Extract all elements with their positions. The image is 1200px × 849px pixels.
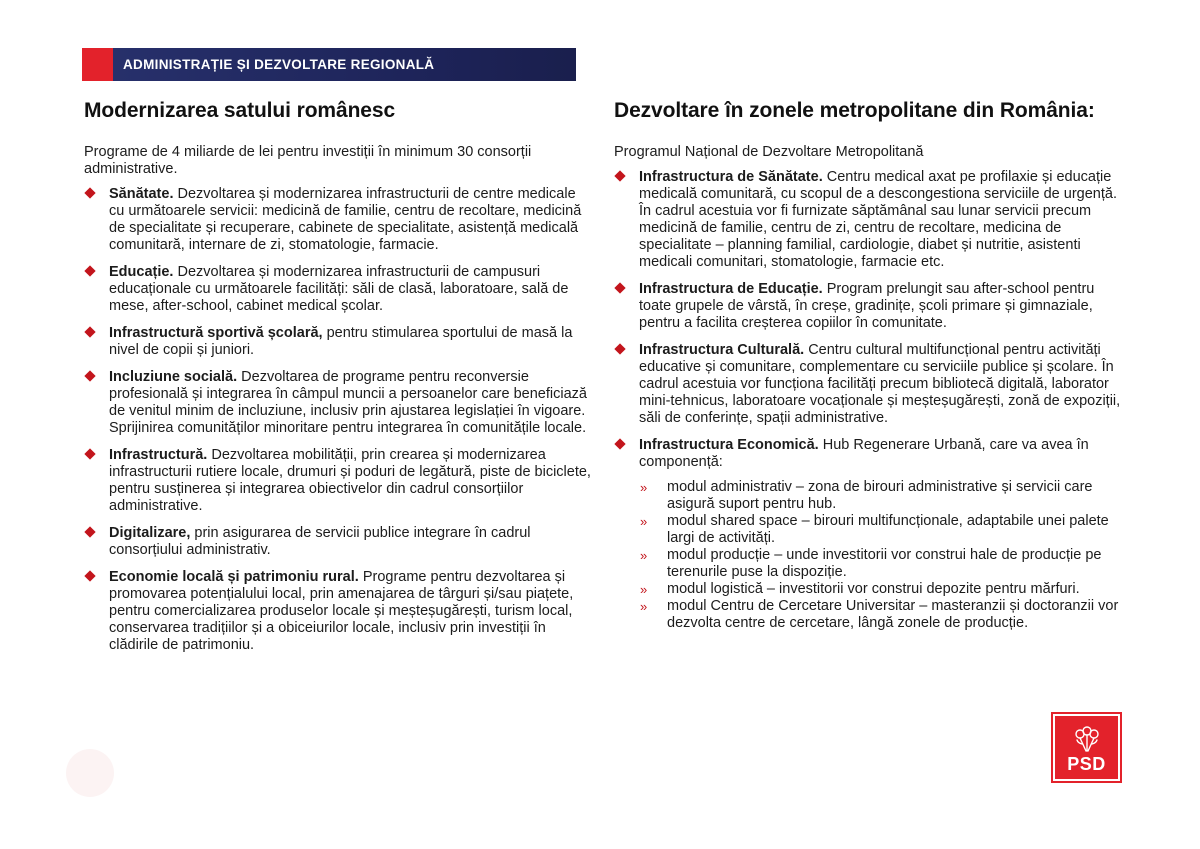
list-item xyxy=(84,369,592,437)
diamond-icon xyxy=(614,344,625,355)
item-text: Dezvoltarea de programe pentru reconversie profesională și integrarea în câmpul muncii a persoanelor care beneficiază de venitul minim de incluziune, inclusiv prin ajustarea legislației în vigoare. Sprijinirea comunităților minoritare pentru integrarea în comunitățile locale. xyxy=(109,369,587,437)
item-title: Digitalizare, xyxy=(109,525,191,542)
item-text: Dezvoltarea și modernizarea infrastructurii de campusuri educaționale cu următoarele facilități: săli de clasă, laboratoare, sală de mese, after-school, cabinet medical școlar. xyxy=(109,264,569,315)
banner-title: ADMINISTRAȚIE ȘI DEZVOLTARE REGIONALĂ xyxy=(113,48,576,81)
diamond-icon xyxy=(84,449,95,460)
item-text: Programe pentru dezvoltarea și promovarea potențialului local, prin amenajarea de târguri și/sau piațete, pentru comercializarea produselor locale și meșteșugărești, turism local, conservarea tradițiilor și a obiceiurilor locale, inclusiv prin investiții în clădirile de patrimoniu. xyxy=(109,569,574,654)
list-item xyxy=(614,169,1122,271)
diamond-icon xyxy=(614,283,625,294)
right-heading: Dezvoltare în zonele metropolitane din România: xyxy=(614,99,1095,122)
item-text: Centru cultural multifuncțional pentru activități educative și comunitare, complementare cu serviciile publice și școlare. În cadrul acestuia vor funcționa facilități precum bibliotecă digitală, laborator mini-tehnicus, laboratoare vocaționale și meșteșugărești, zonă de expoziții, săli de conferințe, spații administrative. xyxy=(639,342,1121,427)
left-intro: Programe de 4 miliarde de lei pentru investiții în minimum 30 consorții administrative. xyxy=(84,144,532,178)
right-column xyxy=(614,97,1122,642)
left-column xyxy=(84,97,592,664)
chevron-right-icon: » xyxy=(640,548,648,564)
sub-item-text: modul producție – unde investitorii vor construi hale de producție pe terenurile puse la dispoziție. xyxy=(667,547,1102,581)
list-item xyxy=(84,186,592,254)
diamond-icon xyxy=(84,327,95,338)
diamond-icon xyxy=(84,188,95,199)
item-text: prin asigurarea de servicii publice integrare în cadrul consorțiului administrativ. xyxy=(109,525,531,559)
item-title: Incluziune socială. xyxy=(109,369,238,386)
sub-list-item xyxy=(639,479,1122,513)
chevron-right-icon: » xyxy=(640,599,648,615)
psd-logo xyxy=(1053,714,1120,781)
diamond-icon xyxy=(84,571,95,582)
list-item xyxy=(614,437,1122,632)
chevron-right-icon: » xyxy=(640,582,648,598)
sub-item-text: modul Centru de Cercetare Universitar – masteranzii și doctoranzii vor dezvolta centre de cercetare, lângă zonele de producție. xyxy=(667,598,1119,632)
item-text: Dezvoltarea și modernizarea infrastructurii de centre medicale cu următoarele servicii: medicină de familie, centru de recoltare, medicină de specialitate și recuperare, cabinete de specialitate, asistență medicală comunitară, internare de zi, stomatologie, farmacie. xyxy=(109,186,582,254)
diamond-icon xyxy=(84,266,95,277)
decorative-circle xyxy=(66,749,114,797)
right-list xyxy=(614,169,1122,632)
item-title: Infrastructură. xyxy=(109,447,208,464)
item-title: Infrastructura Economică. xyxy=(639,437,819,454)
item-text: Hub Regenerare Urbană, care va avea în componență: xyxy=(639,437,1089,471)
list-item xyxy=(84,447,592,515)
logo-text: PSD xyxy=(1067,754,1106,774)
item-title: Economie locală și patrimoniu rural. xyxy=(109,569,359,586)
section-banner xyxy=(82,48,576,81)
sub-list-item xyxy=(639,513,1122,547)
list-item xyxy=(84,325,592,359)
item-title: Educație. xyxy=(109,264,174,281)
sub-item-text: modul shared space – birouri multifuncționale, adaptabile unei palete largi de activități. xyxy=(667,513,1109,547)
sub-list-item xyxy=(639,547,1122,581)
sub-item-text: modul logistică – investitorii vor construi depozite pentru mărfuri. xyxy=(667,581,1080,598)
item-title: Infrastructură sportivă școlară, xyxy=(109,325,323,342)
sub-item-text: modul administrativ – zona de birouri administrative și servicii care asigură suport pentru hub. xyxy=(667,479,1093,513)
sub-list xyxy=(639,479,1122,632)
list-item xyxy=(614,342,1122,427)
sub-list-item xyxy=(639,598,1122,632)
roses-icon xyxy=(1069,725,1105,753)
sub-list-item xyxy=(639,581,1122,598)
item-text: pentru stimularea sportului de masă la nivel de copii și juniori. xyxy=(109,325,573,359)
item-title: Infrastructura de Educație. xyxy=(639,281,823,298)
list-item xyxy=(614,281,1122,332)
chevron-right-icon: » xyxy=(640,514,648,530)
item-title: Infrastructura de Sănătate. xyxy=(639,169,823,186)
left-list xyxy=(84,186,592,654)
item-text: Program prelungit sau after-school pentru toate grupele de vârstă, în creșe, gradinițe, școli primare și gimnaziale, pentru a facilita creșterea copiilor în comunitate. xyxy=(639,281,1095,332)
left-heading: Modernizarea satului românesc xyxy=(84,99,396,122)
diamond-icon xyxy=(614,439,625,450)
diamond-icon xyxy=(614,171,625,182)
list-item xyxy=(84,525,592,559)
list-item xyxy=(84,569,592,654)
diamond-icon xyxy=(84,527,95,538)
right-intro: Programul Național de Dezvoltare Metropolitană xyxy=(614,144,924,161)
banner-red-block xyxy=(82,48,113,81)
chevron-right-icon: » xyxy=(640,480,648,496)
item-title: Sănătate. xyxy=(109,186,174,203)
item-title: Infrastructura Culturală. xyxy=(639,342,805,359)
diamond-icon xyxy=(84,371,95,382)
item-text: Centru medical axat pe profilaxie și educație medicală comunitară, cu scopul de a descongestiona serviciile de urgență. În cadrul acestuia vor fi furnizate săptămânal sau lunar servicii precum medicină de familie, centru de zi, centru de recoltare, medicina de specialitate – planning familial, cardiologie, diabet și nutritie, asistenti medicali comunitari, stomatologie, farmacie etc. xyxy=(639,169,1117,271)
list-item xyxy=(84,264,592,315)
item-text: Dezvoltarea mobilității, prin crearea și modernizarea infrastructurii rutiere locale, drumuri și poduri de legătură, piste de biciclete, pentru susținerea și integrarea obiectivelor din cadrul consorțiilor administrative. xyxy=(109,447,591,515)
